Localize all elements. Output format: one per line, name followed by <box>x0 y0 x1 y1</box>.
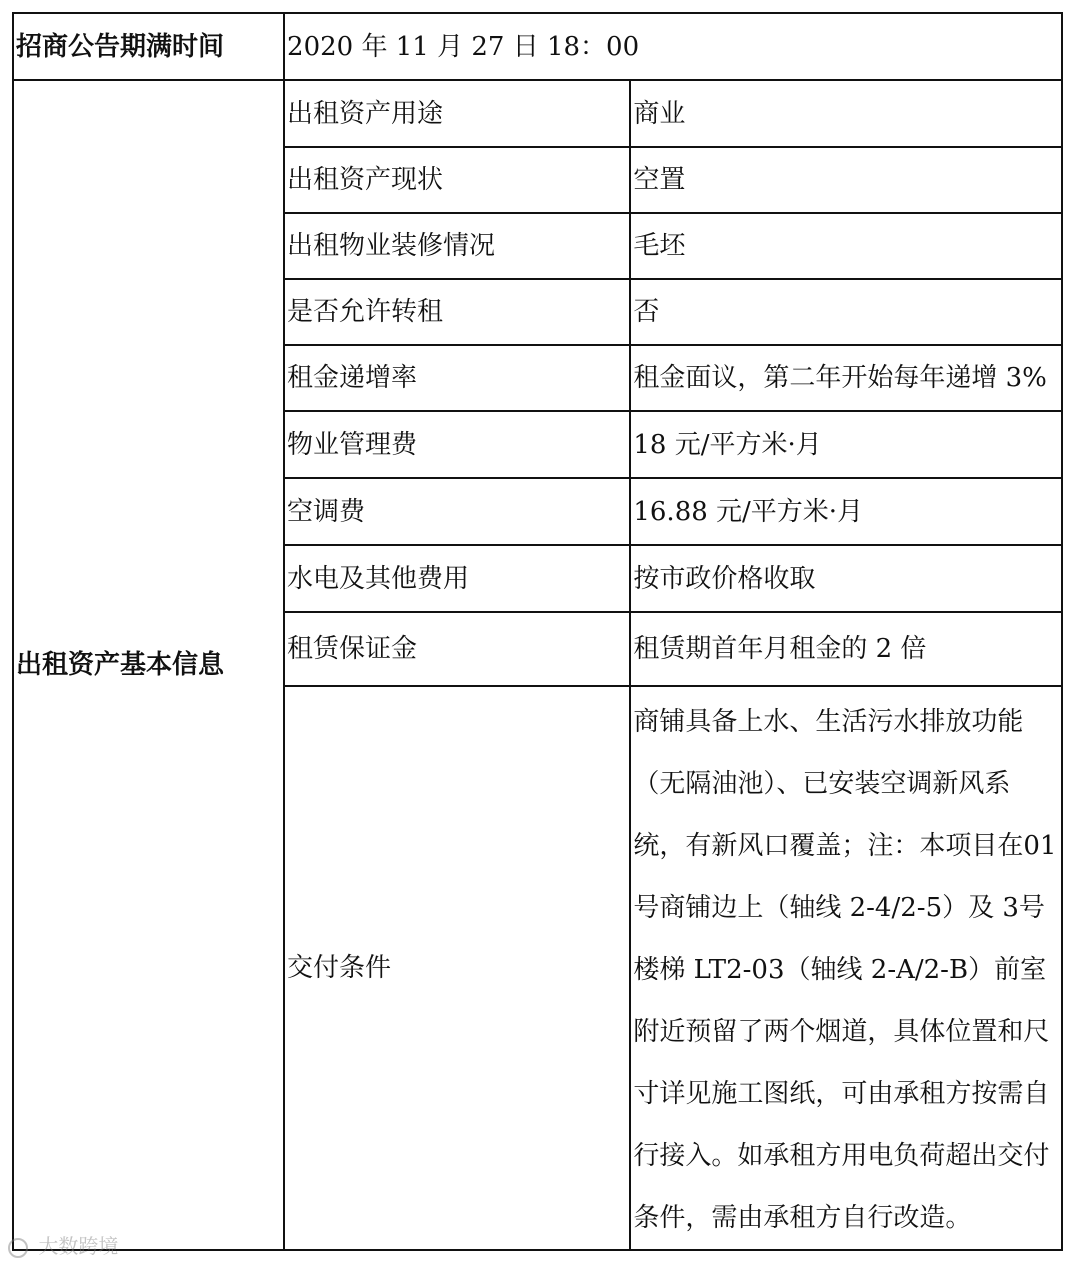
header-row <box>13 13 1062 80</box>
row-label: 租赁保证金 <box>284 612 630 686</box>
row-value: 18 元/平方米·月 <box>630 411 1062 478</box>
row-value: 按市政价格收取 <box>630 545 1062 612</box>
row-value: 毛坯 <box>630 213 1062 279</box>
row-label: 出租资产用途 <box>284 80 630 147</box>
row-label: 出租物业装修情况 <box>284 213 630 279</box>
row-value: 否 <box>630 279 1062 345</box>
watermark-logo-icon <box>8 1238 28 1258</box>
row-label: 空调费 <box>284 478 630 545</box>
row-value: 租金面议，第二年开始每年递增 3% <box>630 345 1062 411</box>
delivery-conditions: 商铺具备上水、生活污水排放功能（无隔油池）、已安装空调新风系统，有新风口覆盖；注：本项目在01 号商铺边上（轴线 2-4/2-5）及 3号楼梯 LT2-03（轴线 2-A/2-B）前室附近预留了两个烟道，具体位置和尺寸详见施工图纸，可由承租方按需自行接入。如承租方用电负荷超出交付条件，需由承租方自行改造。 <box>630 686 1062 1250</box>
row-label: 物业管理费 <box>284 411 630 478</box>
info-table <box>12 12 1063 1251</box>
row-label: 交付条件 <box>284 686 630 1250</box>
deadline-value: 2020 年 11 月 27 日 18：00 <box>284 13 1062 80</box>
row-label: 水电及其他费用 <box>284 545 630 612</box>
row-value: 商业 <box>630 80 1062 147</box>
deadline-label: 招商公告期满时间 <box>13 13 284 80</box>
row-value: 16.88 元/平方米·月 <box>630 478 1062 545</box>
section-label: 出租资产基本信息 <box>13 80 284 1250</box>
row-value: 租赁期首年月租金的 2 倍 <box>630 612 1062 686</box>
row-value: 空置 <box>630 147 1062 213</box>
row-label: 出租资产现状 <box>284 147 630 213</box>
watermark <box>8 1230 118 1259</box>
row-label: 是否允许转租 <box>284 279 630 345</box>
row-label: 租金递增率 <box>284 345 630 411</box>
watermark-text: 大数跨境 <box>38 1234 119 1258</box>
table-row <box>13 80 1062 147</box>
